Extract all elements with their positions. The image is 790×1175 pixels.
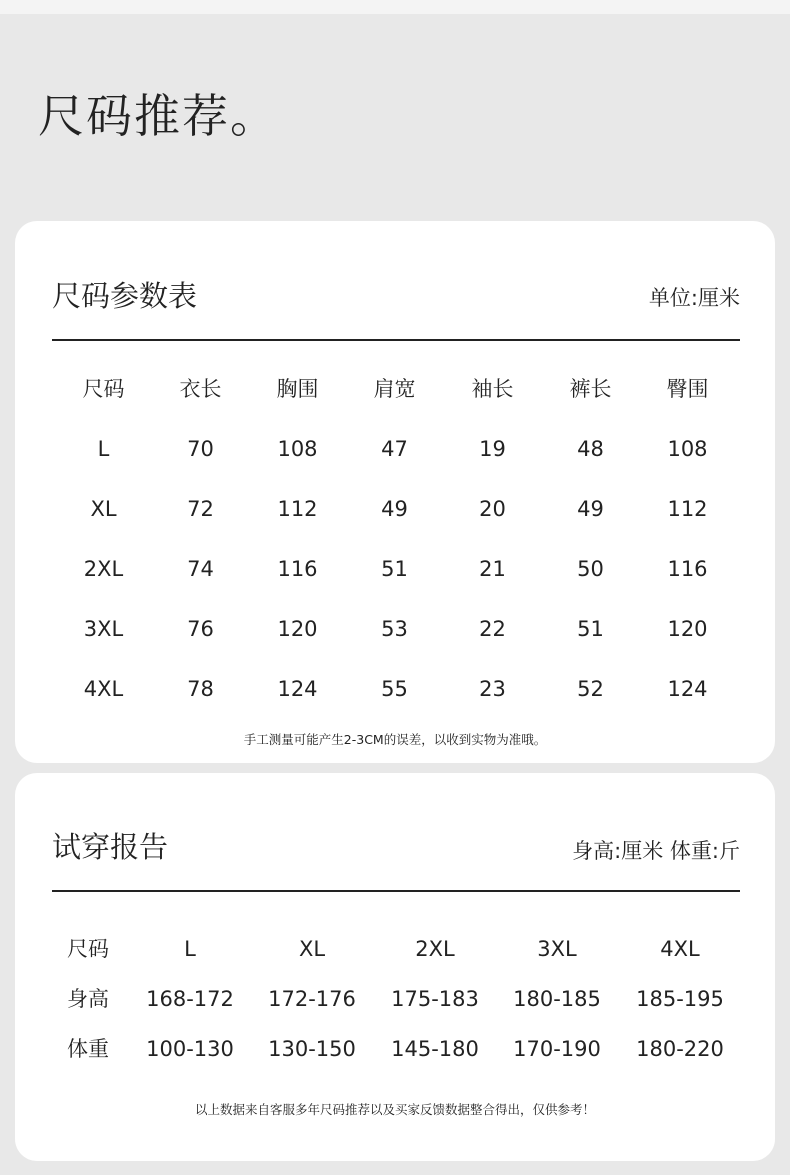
table-cell: 78	[187, 677, 214, 701]
table-cell: 116	[277, 557, 318, 581]
table-cell: L	[184, 937, 196, 961]
table-cell: 180-220	[636, 1037, 724, 1061]
table-cell: L	[97, 437, 110, 461]
header-cell: 衣长	[179, 377, 222, 401]
fit-report-size-row	[52, 929, 740, 969]
table-cell: 4XL	[660, 937, 700, 961]
table-cell: 124	[277, 677, 318, 701]
table-cell: 170-190	[513, 1037, 601, 1061]
table-cell: 55	[381, 677, 408, 701]
table-cell: 53	[381, 617, 408, 641]
table-cell: 51	[577, 617, 604, 641]
table-row	[52, 669, 740, 709]
row-label: 身高	[67, 987, 109, 1011]
table-cell: 2XL	[415, 937, 455, 961]
size-params-unit: 单位:厘米	[648, 286, 740, 310]
fit-report-height-row	[52, 979, 740, 1019]
size-params-note: 手工测量可能产生2-3CM的误差，以收到实物为准哦。	[243, 732, 547, 747]
table-cell: 175-183	[391, 987, 479, 1011]
fit-report-title: 试穿报告	[52, 830, 169, 864]
header-cell: 袖长	[471, 377, 514, 401]
table-cell: 172-176	[268, 987, 356, 1011]
table-cell: 108	[667, 437, 708, 461]
table-cell: 74	[187, 557, 214, 581]
header-cell: 臀围	[666, 377, 709, 401]
table-cell: 120	[277, 617, 318, 641]
table-cell: 51	[381, 557, 408, 581]
table-cell: 72	[187, 497, 214, 521]
fit-report-card	[15, 773, 775, 1161]
table-cell: 49	[381, 497, 408, 521]
header-cell: 肩宽	[373, 377, 416, 401]
table-cell: 22	[479, 617, 506, 641]
size-params-card	[15, 221, 775, 763]
table-row	[52, 609, 740, 649]
row-label: 尺码	[67, 937, 109, 961]
top-strip	[0, 0, 790, 14]
table-cell: 70	[187, 437, 214, 461]
table-cell: 108	[277, 437, 318, 461]
fit-report-unit: 身高:厘米 体重:斤	[572, 839, 740, 863]
table-cell: 47	[381, 437, 408, 461]
table-cell: 124	[667, 677, 708, 701]
header-cell: 胸围	[276, 377, 319, 401]
size-params-header-row	[52, 369, 740, 409]
table-cell: 100-130	[146, 1037, 234, 1061]
page-title: 尺码推荐。	[38, 89, 278, 143]
table-cell: 50	[577, 557, 604, 581]
table-cell: 48	[577, 437, 604, 461]
table-cell: 185-195	[636, 987, 724, 1011]
table-cell: 3XL	[537, 937, 577, 961]
table-cell: 112	[667, 497, 708, 521]
table-cell: 20	[479, 497, 506, 521]
table-cell: 52	[577, 677, 604, 701]
fit-report-divider	[52, 890, 740, 892]
table-cell: 130-150	[268, 1037, 356, 1061]
table-cell: 168-172	[146, 987, 234, 1011]
header-cell: 尺码	[82, 377, 125, 401]
table-cell: 180-185	[513, 987, 601, 1011]
table-row	[52, 489, 740, 529]
table-cell: XL	[298, 937, 326, 961]
table-cell: 21	[479, 557, 506, 581]
fit-report-weight-row	[52, 1029, 740, 1069]
table-cell: 19	[479, 437, 506, 461]
table-cell: 116	[667, 557, 708, 581]
table-cell: 120	[667, 617, 708, 641]
table-cell: 2XL	[83, 557, 124, 581]
table-row	[52, 429, 740, 469]
header-cell: 裤长	[569, 377, 612, 401]
table-cell: 145-180	[391, 1037, 479, 1061]
size-params-divider	[52, 339, 740, 341]
row-label: 体重	[67, 1037, 109, 1061]
table-cell: XL	[90, 497, 117, 521]
table-cell: 49	[577, 497, 604, 521]
fit-report-note: 以上数据来自客服多年尺码推荐以及买家反馈数据整合得出，仅供参考！	[194, 1102, 595, 1117]
table-cell: 76	[187, 617, 214, 641]
table-cell: 3XL	[83, 617, 124, 641]
table-row	[52, 549, 740, 589]
table-cell: 4XL	[83, 677, 124, 701]
table-cell: 23	[479, 677, 506, 701]
size-params-title: 尺码参数表	[52, 279, 198, 313]
table-cell: 112	[277, 497, 318, 521]
